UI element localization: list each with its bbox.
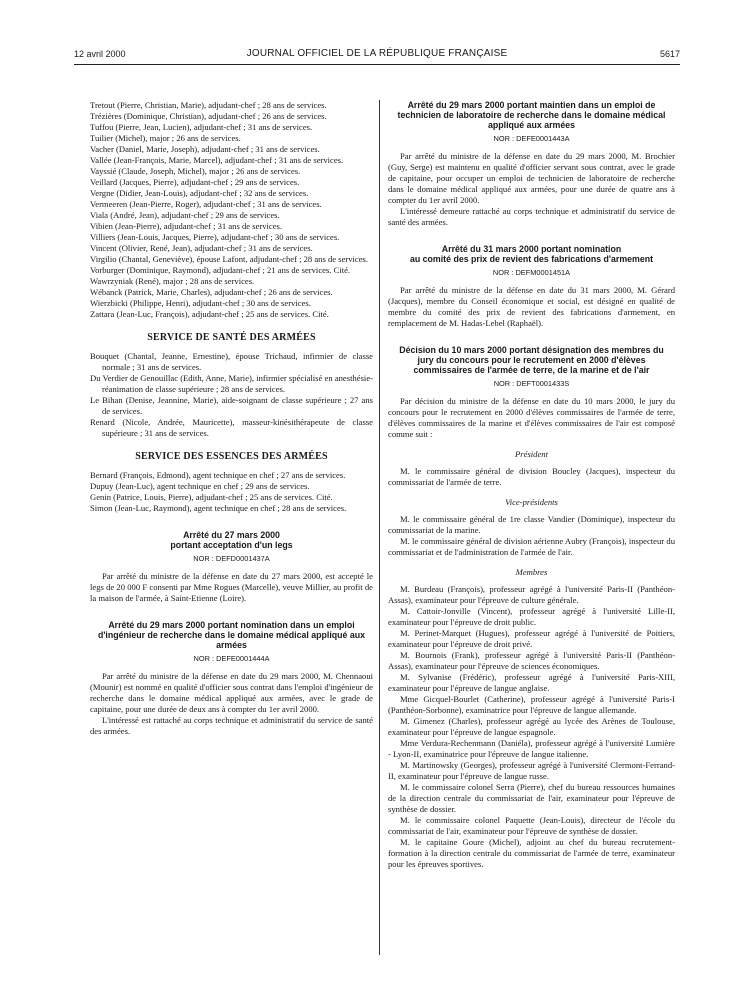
- article-paragraph: L'intéressé est rattaché au corps technique et administratif du service de santé des armées.: [90, 715, 373, 736]
- list-entry: Simon (Jean-Luc, Raymond), agent technique en chef ; 28 ans de services.: [90, 503, 347, 513]
- list-entry: Tuilier (Michel), major ; 26 ans de services.: [90, 133, 241, 143]
- article-title: Arrêté du 31 mars 2000 portant nomination: [441, 244, 622, 254]
- left-column: [90, 100, 373, 737]
- list-entry: Vincent (Olivier, René, Jean), adjudant-chef ; 31 ans de services.: [90, 243, 313, 253]
- page-header: [74, 48, 680, 64]
- article-title: Arrêté du 27 mars 2000: [183, 530, 280, 540]
- article-legs: [90, 530, 373, 604]
- list-entry: Wébanck (Patrick, Marie, Charles), adjudant-chef ; 26 ans de services.: [90, 287, 333, 297]
- jury-member: Mme Gicquel-Bourlet (Catherine), professeur agrégé à l'université Paris-I (Panthéon-Sorbonne), examinatrice pour l'épreuve de langue allemande.: [388, 694, 675, 715]
- jury-member: M. Burdeau (François), professeur agrégé à l'université Paris-II (Panthéon-Assas), examinateur pour l'épreuve de culture générale.: [388, 584, 675, 605]
- article-title: portant acceptation d'un legs: [170, 540, 293, 550]
- retirement-list: [90, 100, 373, 320]
- nor-reference: NOR : DEFD0001437A: [193, 554, 270, 563]
- list-entry: Renard (Nicole, Andrée, Mauricette), masseur-kinésithérapeute de classe supérieure ; 31 ans de services.: [90, 417, 373, 438]
- jury-member: M. le commissaire général de division Boucley (Jacques), inspecteur du commissariat de l'armée de terre.: [388, 466, 675, 487]
- column-divider: [379, 100, 380, 955]
- jury-member: M. le commissaire colonel Paquette (Jean-Louis), directeur de l'école du commissariat de l'air, examinateur pour l'épreuve de synthèse de dossier.: [388, 815, 675, 836]
- list-entry: Vibien (Jean-Pierre), adjudant-chef ; 31 ans de services.: [90, 221, 283, 231]
- header-page-number: 5617: [659, 49, 680, 59]
- list-entry: Dupuy (Jean-Luc), agent technique en chef ; 29 ans de services.: [90, 481, 310, 491]
- list-entry: Vermeeren (Jean-Pierre, Roger), adjudant-chef ; 31 ans de services.: [90, 199, 322, 209]
- membres-heading: Membres: [515, 567, 548, 577]
- list-entry: Vacher (Daniel, Marie, Joseph), adjudant-chef ; 31 ans de services.: [90, 144, 320, 154]
- jury-member: M. le commissaire colonel Serra (Pierre), chef du bureau ressources humaines de la direction centrale du commissariat de l'air, examinateur pour l'épreuve de synthèse de dossier.: [388, 782, 675, 814]
- article-paragraph: Par décision du ministre de la défense en date du 10 mars 2000, le jury du concours pour le recrutement en 2000 d'élèves commissaires de l'armée de terre, d'élèves commissaires de la marine et d'élèves commissaires de l'air est composé comme suit :: [388, 396, 675, 439]
- article-ingenieur: [90, 620, 373, 737]
- list-entry: Zattara (Jean-Luc, François), adjudant-chef ; 25 ans de services. Cité.: [90, 309, 329, 319]
- article-paragraph: L'intéressé demeure rattaché au corps technique et administratif du service de santé des armées.: [388, 206, 675, 227]
- section-heading-sante: SERVICE DE SANTÉ DES ARMÉES: [147, 332, 316, 343]
- jury-member: M. Gimenez (Charles), professeur agrégé au lycée des Arènes de Toulouse, examinateur pour l'épreuve de langue espagnole.: [388, 716, 675, 737]
- list-entry: Virgilio (Chantal, Geneviève), épouse Lafont, adjudant-chef ; 28 ans de services.: [90, 254, 369, 264]
- jury-member: M. Perinet-Marquet (Hugues), professeur agrégé à l'université de Poitiers, examinateur pour l'épreuve de droit privé.: [388, 628, 675, 649]
- nor-reference: NOR : DEFE0001443A: [493, 134, 570, 143]
- list-entry: Vergne (Didier, Jean-Louis), adjudant-chef ; 32 ans de services.: [90, 188, 309, 198]
- list-entry: Le Bihan (Denise, Jeannine, Marie), aide-soignant de classe supérieure ; 27 ans de services.: [90, 395, 373, 416]
- header-rule: [74, 64, 680, 65]
- jury-member: M. le commissaire général de division aérienne Aubry (François), inspecteur du commissariat et de l'administration de l'armée de l'air.: [388, 536, 675, 557]
- jury-member: Mme Verdura-Rechenmann (Daniéla), professeur agrégé à l'université Lumière - Lyon-II, examinatrice pour l'épreuve de langue italienne.: [388, 738, 675, 759]
- nor-reference: NOR : DEFE0001444A: [193, 654, 270, 663]
- section-heading-essences: SERVICE DES ESSENCES DES ARMÉES: [135, 451, 328, 462]
- list-entry: Wawrzyniak (René), major ; 28 ans de services.: [90, 276, 255, 286]
- article-jury: [388, 345, 675, 870]
- list-entry: Du Verdier de Genouillac (Edith, Anne, Marie), infirmier spécialisé en anesthésie-réanimation de classe supérieure ; 28 ans de services.: [90, 373, 373, 394]
- list-entry: Tuffou (Pierre, Jean, Lucien), adjudant-chef ; 31 ans de services.: [90, 122, 313, 132]
- sante-list: [90, 351, 373, 439]
- jury-member: M. le capitaine Goure (Michel), adjoint au chef du bureau recrutement-formation à la direction centrale du commissariat de l'armée de terre, examinateur pour les épreuves sportives.: [388, 837, 675, 869]
- article-title: Arrêté du 29 mars 2000 portant maintien dans un emploi de technicien de laboratoire de recherche dans le domaine médical appliqué aux armées: [397, 100, 666, 130]
- list-entry: Vayssié (Claude, Joseph, Michel), major ; 26 ans de services.: [90, 166, 301, 176]
- list-entry: Vallée (Jean-François, Marie, Marcel), adjudant-chef ; 31 ans de services.: [90, 155, 344, 165]
- header-journal-title: JOURNAL OFFICIEL DE LA RÉPUBLIQUE FRANÇAISE: [246, 48, 508, 59]
- essences-list: [90, 470, 373, 514]
- list-entry: Wierzbicki (Philippe, Henri), adjudant-chef ; 30 ans de services.: [90, 298, 311, 308]
- nor-reference: NOR : DEFT0001433S: [493, 379, 570, 388]
- list-entry: Genin (Patrice, Louis, Pierre), adjudant-chef ; 25 ans de services. Cité.: [90, 492, 333, 502]
- jury-member: M. Martinowsky (Georges), professeur agrégé à l'université Clermont-Ferrand-II, examinateur pour l'épreuve de langue russe.: [388, 760, 675, 781]
- jury-member: M. le commissaire général de 1re classe Vandier (Dominique), inspecteur du commissariat de la marine.: [388, 514, 675, 535]
- article-paragraph: Par arrêté du ministre de la défense en date du 29 mars 2000, M. Chennaoui (Mounir) est nommé en qualité d'officier sous contrat dans l'emploi d'ingénieur de recherche dans le domaine médical appliqué aux armées, avec le grade de capitaine, pour une durée de deux ans à compter du 1er avril 2000.: [90, 671, 373, 714]
- list-entry: Villiers (Jean-Louis, Jacques, Pierre), adjudant-chef ; 30 ans de services.: [90, 232, 340, 242]
- list-entry: Vorburger (Dominique, Raymond), adjudant-chef ; 21 ans de services. Cité.: [90, 265, 351, 275]
- article-paragraph: Par arrêté du ministre de la défense en date du 29 mars 2000, M. Brochier (Guy, Serge) est maintenu en qualité d'officier servant sous contrat, avec le grade de capitaine, pour occuper un emploi de technicien de laboratoire de recherche dans le domaine médical appliqué aux armées, pour une durée de quatre ans à compter du 1er avril 2000.: [388, 151, 675, 205]
- article-technicien: [388, 100, 675, 228]
- list-entry: Bernard (François, Edmond), agent technique en chef ; 27 ans de services.: [90, 470, 346, 480]
- header-date: 12 avril 2000: [74, 49, 126, 59]
- list-entry: Trézières (Dominique, Christian), adjudant-chef ; 26 ans de services.: [90, 111, 327, 121]
- nor-reference: NOR : DEFM0001451A: [492, 268, 571, 277]
- jury-member: M. Bournois (Frank), professeur agrégé à l'université Paris-II (Panthéon-Assas), examinateur pour l'épreuve de sciences économiques.: [388, 650, 675, 671]
- article-title: Décision du 10 mars 2000 portant désignation des membres du jury du concours pour le recrutement en 2000 d'élèves commissaires de l'armée de terre, de la marine et de l'air: [399, 345, 664, 375]
- jury-member: M. Sylvanise (Frédéric), professeur agrégé à l'université Paris-XIII, examinateur pour l'épreuve de langue anglaise.: [388, 672, 675, 693]
- right-column: [388, 100, 675, 870]
- list-entry: Tretout (Pierre, Christian, Marie), adjudant-chef ; 28 ans de services.: [90, 100, 327, 110]
- article-paragraph: Par arrêté du ministre de la défense en date du 27 mars 2000, est accepté le legs de 20 000 F consenti par Mme Rogues (Marcelle), veuve Millier, au profit de la maison de l'armée, à Saint-Etienne (Loire).: [90, 571, 373, 603]
- article-comite: [388, 244, 675, 329]
- article-title: au comité des prix de revient des fabrications d'armement: [409, 254, 654, 264]
- vice-presidents-heading: Vice-présidents: [505, 497, 558, 507]
- list-entry: Viala (André, Jean), adjudant-chef ; 29 ans de services.: [90, 210, 280, 220]
- list-entry: Veillard (Jacques, Pierre), adjudant-chef ; 29 ans de services.: [90, 177, 300, 187]
- president-heading: Président: [515, 449, 548, 459]
- jury-member: M. Cattoir-Jonville (Vincent), professeur agrégé à l'université Lille-II, examinateur pour l'épreuve de droit public.: [388, 606, 675, 627]
- list-entry: Bouquet (Chantal, Jeanne, Ernestine), épouse Trichaud, infirmier de classe normale ; 31 ans de services.: [90, 351, 373, 372]
- article-paragraph: Par arrêté du ministre de la défense en date du 31 mars 2000, M. Gérard (Jacques), membre du Conseil économique et social, est désigné en qualité de membre du comité des prix de revient des fabrications d'armement, en remplacement de M. Hadas-Lebel (Raphaël).: [388, 285, 675, 328]
- article-title: Arrêté du 29 mars 2000 portant nomination dans un emploi d'ingénieur de recherche dans le domaine médical appliqué aux armées: [97, 620, 366, 650]
